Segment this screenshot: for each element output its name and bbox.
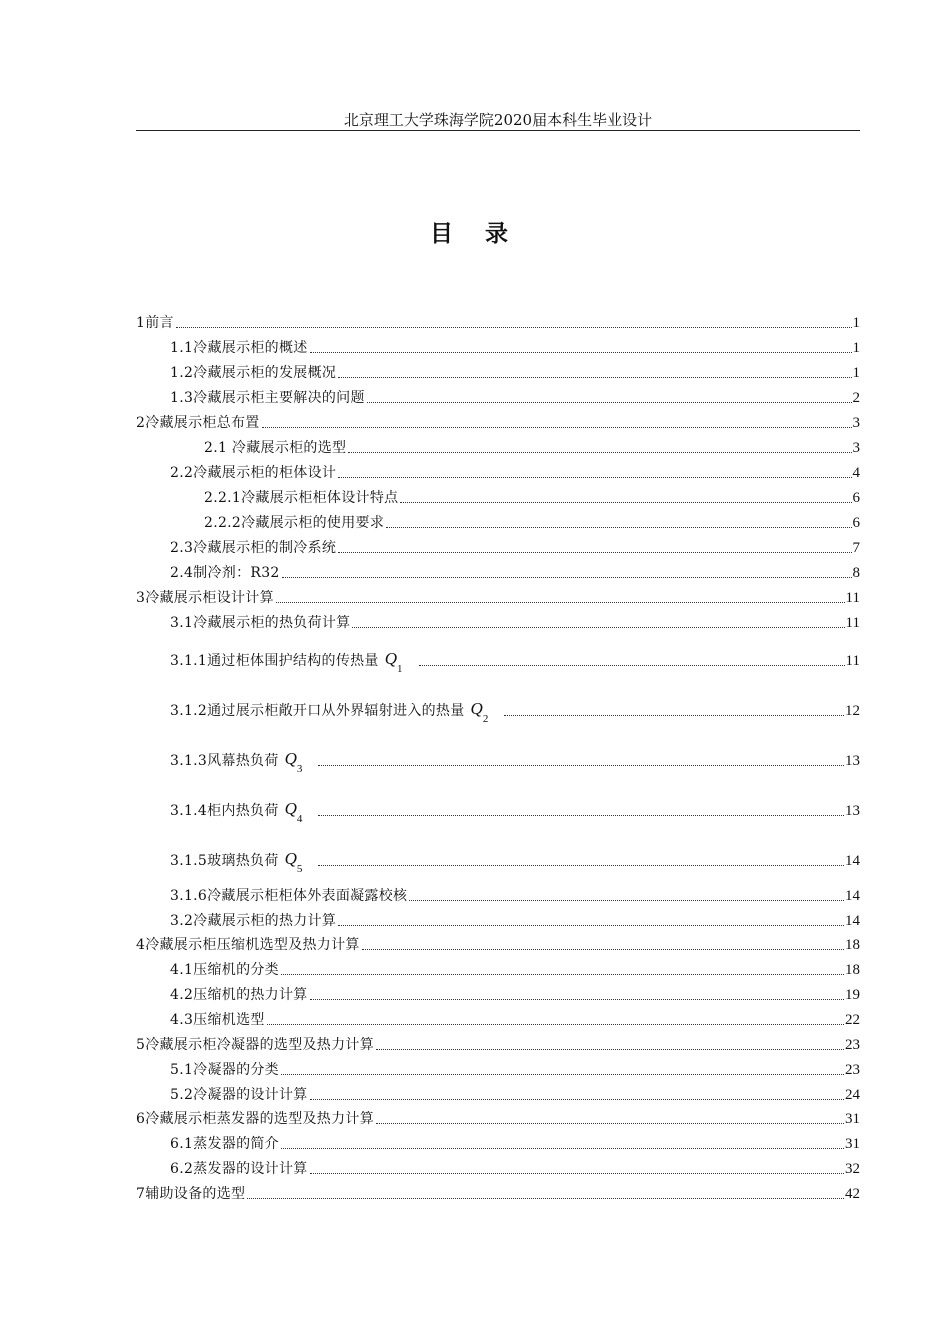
toc-entry[interactable] — [170, 848, 860, 875]
toc-leader-dots — [310, 352, 852, 353]
toc-entry[interactable] — [136, 934, 860, 954]
toc-entry-label: 3冷藏展示柜设计计算 — [136, 590, 274, 606]
toc-leader-dots — [386, 527, 851, 528]
toc-entry-label: 4.3压缩机选型 — [170, 1012, 265, 1028]
toc-leader-dots — [338, 377, 851, 378]
toc-leader-dots — [276, 602, 845, 603]
toc-entry-label: 3.1.6冷藏展示柜柜体外表面凝露校核 — [170, 888, 408, 904]
toc-leader-dots — [282, 577, 852, 578]
toc-entry-page: 24 — [845, 1087, 860, 1103]
toc-leader-dots — [352, 627, 844, 628]
toc-entry-label: 6冷藏展示柜蒸发器的选型及热力计算 — [136, 1111, 375, 1127]
toc-entry-label: 5.2冷凝器的设计计算 — [170, 1087, 308, 1103]
toc-entry-page: 3 — [852, 440, 860, 456]
toc-entry-page: 14 — [845, 888, 860, 904]
toc-leader-dots — [176, 327, 852, 328]
toc-entry-label: 1.3冷藏展示柜主要解决的问题 — [170, 390, 365, 406]
toc-entry-page: 1 — [852, 315, 860, 331]
toc-entry[interactable] — [136, 1034, 860, 1054]
toc-entry-label: 1.1冷藏展示柜的概述 — [170, 340, 308, 356]
toc-entry-label: 1前言 — [136, 315, 174, 331]
toc-leader-dots — [504, 715, 844, 716]
toc-leader-dots — [338, 925, 844, 926]
toc-entry[interactable] — [170, 387, 860, 407]
toc-entry-page: 7 — [852, 540, 860, 556]
math-symbol: $Q_5$ — [284, 848, 303, 875]
toc-entry-label: 2.3冷藏展示柜的制冷系统 — [170, 540, 337, 556]
toc-entry-label: 2.1 冷藏展示柜的选型 — [204, 440, 347, 456]
toc-entry-label: 2冷藏展示柜总布置 — [136, 415, 260, 431]
toc-leader-dots — [247, 1198, 844, 1199]
toc-entry[interactable] — [170, 537, 860, 557]
toc-leader-dots — [281, 1148, 844, 1149]
toc-entry-label: 2.2.2冷藏展示柜的使用要求 — [204, 515, 385, 531]
toc-leader-dots — [348, 452, 851, 453]
toc-entry-label: 6.2蒸发器的设计计算 — [170, 1161, 308, 1177]
toc-leader-dots — [400, 502, 851, 503]
toc-entry-page: 13 — [845, 803, 860, 819]
toc-entry-page: 11 — [845, 590, 860, 606]
toc-entry[interactable] — [170, 648, 860, 675]
toc-entry[interactable] — [170, 1084, 860, 1104]
header-divider — [136, 130, 860, 131]
math-symbol: $Q_4$ — [284, 798, 303, 825]
toc-entry-page: 23 — [845, 1037, 860, 1053]
toc-entry-label: 7辅助设备的选型 — [136, 1186, 246, 1202]
toc-leader-dots — [409, 900, 844, 901]
toc-leader-dots — [367, 402, 852, 403]
math-symbol: $Q_1$ — [384, 648, 403, 675]
toc-entry-page: 32 — [845, 1161, 860, 1177]
toc-leader-dots — [362, 949, 844, 950]
toc-entry-label: 3.1.3风幕热负荷 — [170, 753, 279, 769]
toc-entry-page: 1 — [852, 365, 860, 381]
toc-entry-label: 5.1冷凝器的分类 — [170, 1062, 279, 1078]
toc-entry[interactable] — [204, 437, 860, 457]
toc-entry-page: 11 — [845, 653, 860, 669]
toc-entry-page: 31 — [845, 1111, 860, 1127]
page-header: 北京理工大学珠海学院2020届本科生毕业设计 — [343, 111, 653, 129]
toc-entry-label: 6.1蒸发器的简介 — [170, 1136, 279, 1152]
toc-entry[interactable] — [170, 562, 860, 582]
toc-entry[interactable] — [170, 1133, 860, 1153]
toc-entry-label: 2.2冷藏展示柜的柜体设计 — [170, 465, 337, 481]
toc-entry[interactable] — [170, 798, 860, 825]
toc-entry-page: 14 — [845, 853, 860, 869]
toc-entry-label: 3.1.4柜内热负荷 — [170, 803, 279, 819]
toc-entry-label: 3.1.2通过展示柜敞开口从外界辐射进入的热量 — [170, 703, 465, 719]
toc-entry-label: 4.1压缩机的分类 — [170, 962, 279, 978]
toc-entry-label: 2.2.1冷藏展示柜柜体设计特点 — [204, 490, 399, 506]
toc-entry-label: 2.4制冷剂：R32 — [170, 565, 280, 581]
toc-entry-page: 8 — [852, 565, 860, 581]
toc-entry[interactable] — [170, 910, 860, 930]
toc-entry-page: 11 — [845, 615, 860, 631]
toc-leader-dots — [419, 665, 845, 666]
toc-entry-page: 6 — [852, 515, 860, 531]
toc-entry-label: 3.2冷藏展示柜的热力计算 — [170, 913, 337, 929]
toc-entry-label: 1.2冷藏展示柜的发展概况 — [170, 365, 337, 381]
toc-leader-dots — [376, 1123, 844, 1124]
toc-entry-page: 13 — [845, 753, 860, 769]
toc-leader-dots — [267, 1024, 844, 1025]
toc-entry[interactable] — [170, 748, 860, 775]
toc-leader-dots — [281, 974, 844, 975]
toc-entry-page: 22 — [845, 1012, 860, 1028]
toc-entry[interactable] — [136, 1108, 860, 1128]
toc-entry-label: 3.1.1通过柜体围护结构的传热量 — [170, 653, 379, 669]
toc-entry[interactable] — [170, 612, 860, 632]
toc-entry-page: 14 — [845, 913, 860, 929]
toc-entry-page: 6 — [852, 490, 860, 506]
toc-entry[interactable] — [170, 462, 860, 482]
toc-entry-label: 3.1.5玻璃热负荷 — [170, 853, 279, 869]
toc-entry-page: 31 — [845, 1136, 860, 1152]
toc-entry[interactable] — [170, 337, 860, 357]
toc-leader-dots — [376, 1049, 844, 1050]
toc-entry[interactable] — [170, 1059, 860, 1079]
toc-leader-dots — [310, 1173, 844, 1174]
toc-leader-dots — [338, 552, 851, 553]
toc-entry[interactable] — [170, 1158, 860, 1178]
toc-entry-page: 18 — [845, 937, 860, 953]
toc-entry[interactable] — [136, 312, 860, 332]
toc-entry-page: 23 — [845, 1062, 860, 1078]
toc-entry-label: 4冷藏展示柜压缩机选型及热力计算 — [136, 937, 360, 953]
toc-entry-page: 3 — [852, 415, 860, 431]
toc-leader-dots — [262, 427, 852, 428]
toc-entry[interactable] — [170, 698, 860, 725]
toc-entry-page: 12 — [845, 703, 860, 719]
toc-title: 目 录 — [429, 221, 520, 247]
toc-leader-dots — [310, 999, 844, 1000]
toc-entry-page: 4 — [852, 465, 860, 481]
toc-entry[interactable] — [170, 984, 860, 1004]
toc-entry[interactable] — [170, 1009, 860, 1029]
toc-entry[interactable] — [170, 885, 860, 905]
toc-leader-dots — [310, 1099, 844, 1100]
toc-leader-dots — [281, 1074, 844, 1075]
toc-entry[interactable] — [204, 512, 860, 532]
toc-leader-dots — [318, 815, 844, 816]
math-symbol: $Q_3$ — [284, 748, 303, 775]
toc-entry-page: 19 — [845, 987, 860, 1003]
toc-entry-page: 1 — [852, 340, 860, 356]
toc-entry-page: 42 — [845, 1186, 860, 1202]
toc-entry-label: 3.1冷藏展示柜的热负荷计算 — [170, 615, 351, 631]
toc-entry[interactable] — [170, 362, 860, 382]
toc-entry[interactable] — [136, 1183, 860, 1203]
toc-entry[interactable] — [170, 959, 860, 979]
toc-leader-dots — [318, 865, 844, 866]
toc-entry-label: 5冷藏展示柜冷凝器的选型及热力计算 — [136, 1037, 375, 1053]
toc-entry-page: 2 — [852, 390, 860, 406]
toc-entry[interactable] — [204, 487, 860, 507]
toc-leader-dots — [318, 765, 844, 766]
toc-entry[interactable] — [136, 587, 860, 607]
math-symbol: $Q_2$ — [470, 698, 489, 725]
toc-entry[interactable] — [136, 412, 860, 432]
toc-entry-page: 18 — [845, 962, 860, 978]
toc-entry-label: 4.2压缩机的热力计算 — [170, 987, 308, 1003]
toc-leader-dots — [338, 477, 851, 478]
